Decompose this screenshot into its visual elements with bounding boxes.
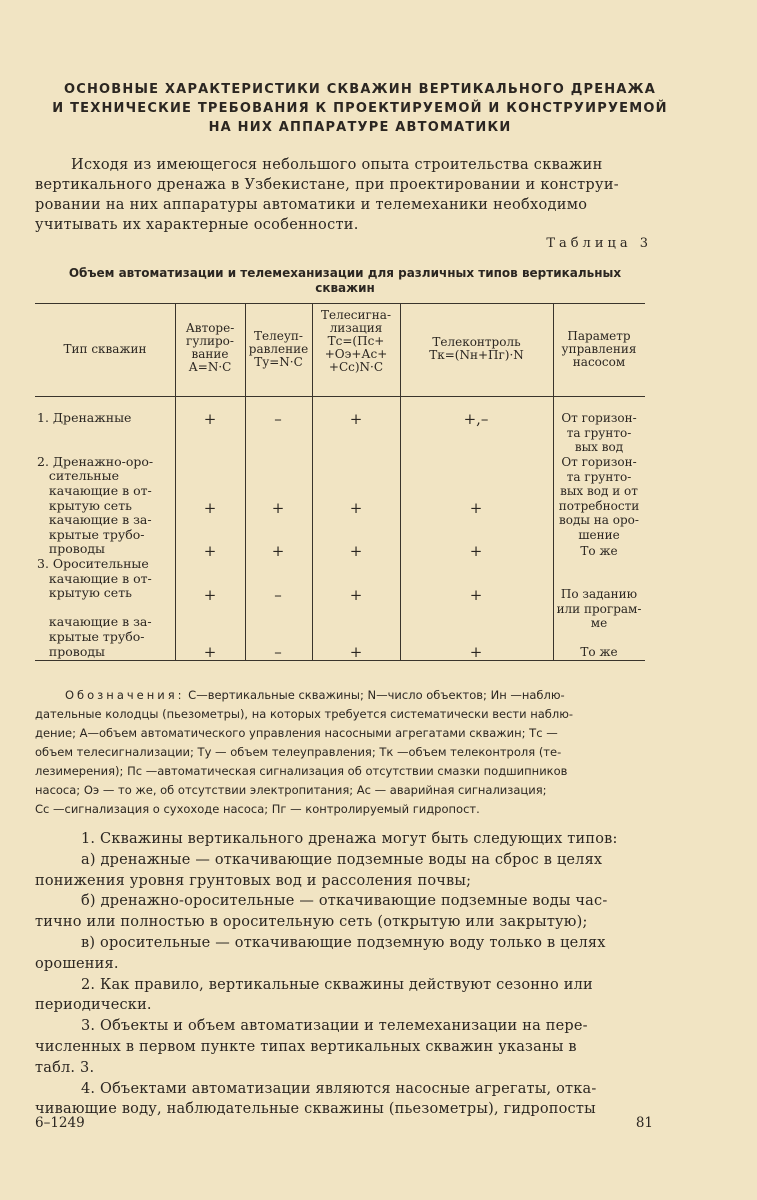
numbered-list (35, 829, 675, 1120)
header-signal-line: лизация (329, 321, 383, 335)
type-line: проводы (37, 643, 105, 659)
table-mark: – (274, 586, 282, 604)
notes-line: Сс —сигнализация о сухоходе насоса; Пг — контролируемый гидропост. (35, 802, 480, 816)
table-label: Таблица 3 (546, 236, 652, 251)
intro-line: Исходя из имеющегося небольшого опыта строительства скважин (71, 157, 603, 173)
type-line: качающие в от- (37, 483, 152, 498)
table-mark: + (203, 499, 217, 517)
table-title (25, 266, 665, 296)
table-title-line: Объем автоматизации и телемеханизации для различных типов вертикальных (68, 266, 622, 280)
header-param-line: насосом (572, 355, 626, 369)
table-mark: – (274, 643, 282, 661)
table-mark: + (203, 542, 217, 560)
heading-line: НА НИХ АППАРАТУРЕ АВТОМАТИКИ (208, 120, 512, 135)
param-line: По заданию (560, 587, 638, 601)
table-mark: + (469, 542, 483, 560)
header-signal-line: +Сс)N·C (328, 360, 384, 374)
notes-text: С—вертикальные скважины; N—число объектов; Ин —наблю- (188, 688, 565, 702)
header-auto-line: Авторе- (185, 321, 235, 335)
type-line: качающие в от- (37, 570, 152, 586)
header-signal-line: Телесигна- (320, 308, 392, 322)
list-line: табл. 3. (35, 1059, 95, 1076)
table-mark: + (203, 586, 217, 604)
type-line: качающие в за- (37, 512, 152, 528)
param-line: вых вод и от (560, 484, 638, 499)
type-line: качающие в за- (37, 614, 152, 630)
header-auto (175, 322, 245, 374)
header-signal (312, 309, 400, 374)
list-line: в) оросительные — откачивающие подземную воду только в целях (81, 934, 606, 951)
intro-paragraph (35, 155, 675, 235)
notes-line: дательные колодцы (пьезометры), на которых требуется систематически вести наблю- (35, 707, 574, 721)
param-line: та грунто- (566, 425, 632, 440)
automation-table (35, 303, 645, 661)
table-mark: + (271, 542, 285, 560)
table-mark: + (469, 499, 483, 517)
list-line: 2. Как правило, вертикальные скважины действуют сезонно или (81, 976, 593, 993)
header-param (553, 330, 645, 369)
header-signal-line: Тс=(Пс+ (327, 334, 385, 348)
param-line: вых вод (574, 440, 624, 455)
notes-paragraph (35, 686, 675, 819)
table-mark: + (349, 499, 363, 517)
intro-line: учитывать их характерные особенности. (35, 217, 359, 233)
type-line: 3. Оросительные (37, 556, 149, 571)
list-line: 3. Объекты и объем автоматизации и телемеханизации на пере- (81, 1018, 588, 1035)
list-line: периодически. (35, 997, 152, 1014)
intro-line: вертикального дренажа в Узбекистане, при проектировании и конструи- (35, 177, 619, 193)
section-heading (30, 80, 690, 137)
header-param-line: Параметр (567, 329, 631, 343)
notes-line: насоса; Оэ — то же, об отсутствии электропитания; Ас — аварийная сигнализация; (35, 783, 547, 797)
list-line: а) дренажные — откачивающие подземные воды на сброс в целях (81, 851, 603, 868)
list-line: тично или полностью в оросительную сеть (открытую или закрытую); (35, 914, 588, 931)
header-telecontrol-line: Тк=(Nн+Пг)·N (429, 348, 524, 362)
header-auto-line: вание (191, 347, 229, 361)
type-line: крытые трубо- (37, 629, 145, 644)
table-mark: + (203, 643, 217, 661)
table-mark: + (349, 643, 363, 661)
header-control (245, 330, 312, 369)
param-line: То же (580, 645, 618, 659)
notes-label: Обозначения: (65, 688, 185, 702)
param-line: та грунто- (566, 469, 632, 484)
param-line: ме (590, 616, 608, 631)
header-control-line: Ту=N·C (254, 355, 303, 369)
list-line: чивающие воду, наблюдательные скважины (пьезометры), гидропосты (35, 1101, 596, 1118)
notes-line: объем телесигнализации; Ту — объем телеуправления; Тк —объем телеконтроля (те- (35, 745, 562, 759)
type-line: проводы (37, 541, 105, 557)
header-auto-line: гулиро- (186, 334, 234, 348)
param-line: воды на оро- (559, 513, 639, 528)
notes-line: лезимерения); Пс —автоматическая сигнализация об отсутствии смазки подшипников (35, 764, 568, 778)
type-line: крытые трубо- (37, 526, 145, 542)
header-control-line: Телеуп- (254, 329, 303, 343)
table-mark: + (349, 542, 363, 560)
list-line: понижения уровня грунтовых вод и рассоления почвы; (35, 872, 472, 889)
header-type (35, 343, 175, 356)
list-line: 1. Скважины вертикального дренажа могут быть следующих типов: (81, 831, 618, 847)
type-line: крытую сеть (37, 497, 132, 513)
list-line: численных в первом пункте типах вертикальных скважин указаны в (35, 1038, 577, 1055)
table-mark: + (349, 410, 363, 428)
table-mark: +,– (463, 410, 489, 428)
table-title-line: скважин (315, 281, 375, 295)
header-telecontrol (400, 336, 553, 362)
type-line: крытую сеть (37, 585, 132, 601)
param-line: То же (580, 544, 618, 558)
signature-mark: 6–1249 (35, 1115, 85, 1131)
page-number: 81 (635, 1115, 653, 1131)
notes-line: дение; А—объем автоматического управления насосными агрегатами скважин; Тс — (35, 726, 558, 740)
table-mark: + (203, 410, 217, 428)
header-signal-line: +Оэ+Ас+ (324, 347, 388, 361)
param-line: шение (578, 528, 620, 542)
type-line: 1. Дренажные (37, 410, 132, 425)
table-mark: – (274, 410, 282, 428)
header-auto-line: А=N·C (188, 360, 232, 374)
intro-line: ровании на них аппаратуры автоматики и телемеханики необходимо (35, 197, 588, 213)
heading-line: И ТЕХНИЧЕСКИЕ ТРЕБОВАНИЯ К ПРОЕКТИРУЕМОЙ И КОНСТРУИРУЕМОЙ (52, 101, 668, 116)
param-line: От горизон- (561, 455, 637, 469)
param-line: От горизон- (561, 411, 637, 425)
header-telecontrol-line: Телеконтроль (432, 335, 521, 349)
list-line: б) дренажно-оросительные — откачивающие подземные воды час- (81, 893, 608, 910)
type-line: 2. Дренажно-оро- (37, 453, 154, 469)
param-line: или програм- (556, 601, 642, 616)
heading-line: ОСНОВНЫЕ ХАРАКТЕРИСТИКИ СКВАЖИН ВЕРТИКАЛЬНОГО ДРЕНАЖА (63, 82, 657, 97)
list-line: 4. Объектами автоматизации являются насосные агрегаты, отка- (81, 1080, 597, 1097)
notes-line (35, 686, 675, 705)
table-mark: + (469, 643, 483, 661)
list-line: орошения. (35, 955, 119, 972)
param-line: потребности (558, 498, 640, 513)
table-mark: + (349, 586, 363, 604)
type-line: сительные (37, 468, 119, 484)
header-control-line: равление (248, 342, 309, 356)
header-type-text: Тип скважин (63, 342, 147, 356)
table-mark: + (469, 586, 483, 604)
table-mark: + (271, 499, 285, 517)
header-param-line: управления (561, 342, 637, 356)
